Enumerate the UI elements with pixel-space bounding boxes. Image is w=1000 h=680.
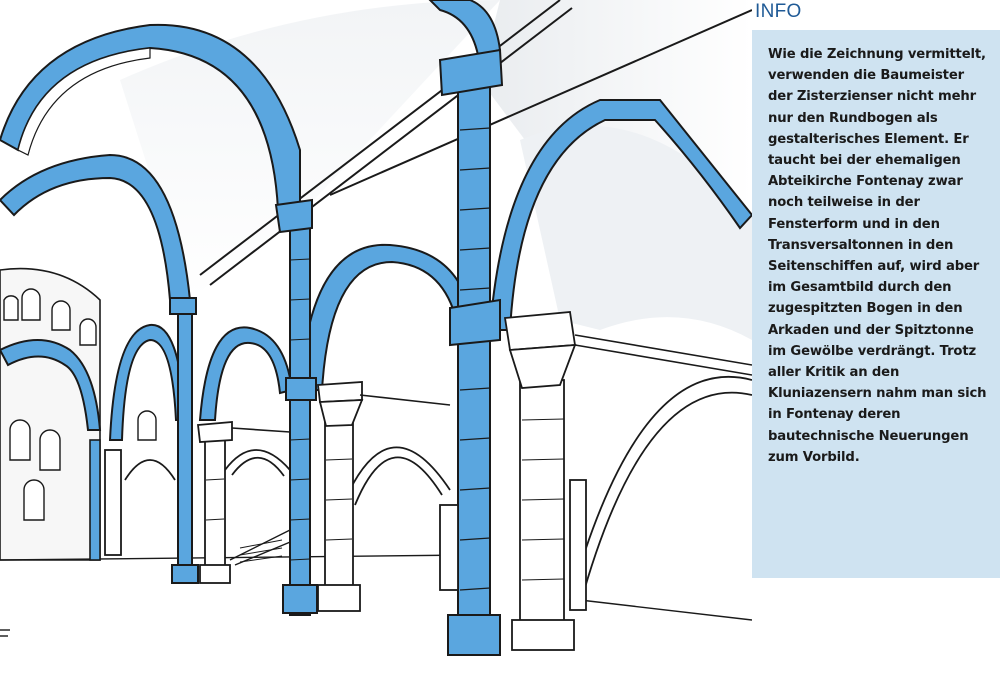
- info-text: Wie die Zeichnung vermittelt, verwenden die Baumeister der Zisterzienser nicht mehr nur den Rundbogen als gestalterisches Element. Er taucht bei der ehemaligen Abteikirche Fontenay zwar noch teilweise in der Fensterform und in den Transversaltonnen in den Seitenschiffen auf, wird aber im Gesamtbild durch den zugespitzten Bogen in den Arkaden und der Spitztonne im Gewölbe verdrängt. Trotz aller Kritik an den Kluniazensern nahm man sich in Fontenay deren bautechnische Neuerungen zum Vorbild.: [768, 47, 987, 465]
- info-heading: INFO: [755, 1, 802, 22]
- info-box: [752, 30, 1000, 578]
